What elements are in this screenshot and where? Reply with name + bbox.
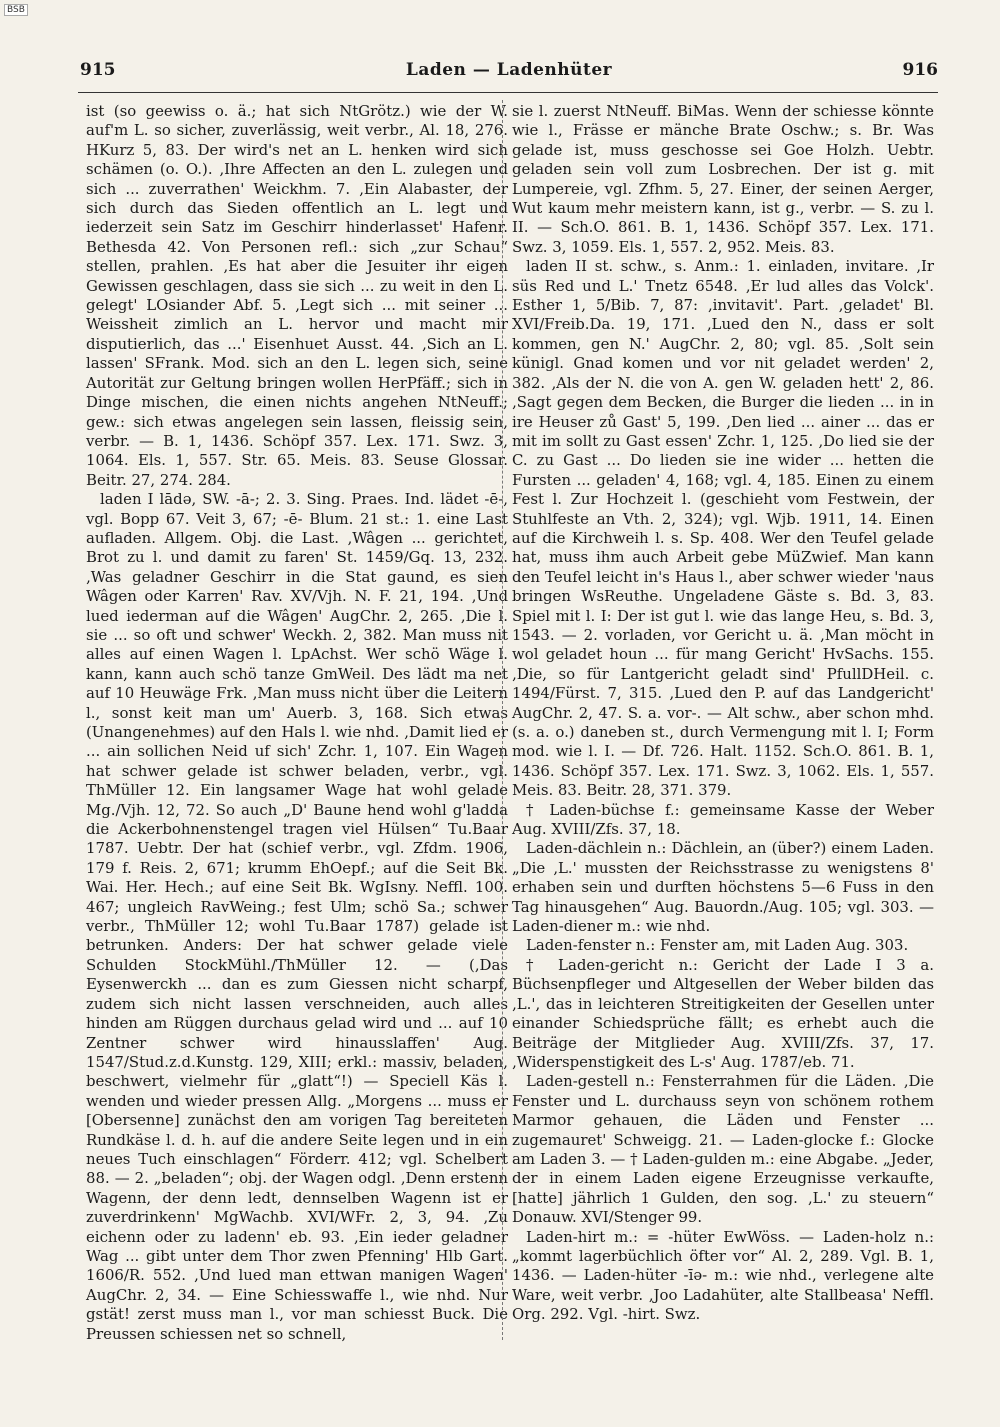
right-column — [512, 102, 934, 1325]
entry-laden-ii: laden II st. schw., s. Anm.: 1. einladen, invitare. ‚Ir süs Red und L.' Tnetz 6548. ‚Er lud alles das Volck'. Esther 1, 5/Bib. 7, 87: ‚invitavit'. Part. ‚geladet' Bl. XVI/Freib.Da. 19, 171. ‚Lued den N., dass er solt kommen, gen N.' AugChr. 2, 80; vgl. 85. ‚Solt sein künigl. Gnad komen und vor nit geladet werden' 2, 382. ‚Als der N. die von A. gen W. geladen hett' 2, 86. ‚Sagt gegen dem Becken, die Burger die lieden ... in in ire Heuser zů Gast' 5, 199. ‚Den lied ... ainer ... das er mit im sollt zu Gast essen' Zchr. 1, 125. ‚Do lied sie der C. zu Gast ... Do lieden sie ine wider ... hetten die Fursten ... geladen' 4, 168; vgl. 4, 185. Einen zu einem Fest l. Zur Hochzeit l. (geschieht vom Festwein, der Stuhlfeste an Vth. 2, 324); vgl. Wjb. 1911, 14. Einen auf die Kirchweih l. s. Sp. 408. Wer den Teufel gelade hat, muss ihm auch Arbeit gebe MüZwief. Man kann den Teufel leicht in's Haus l., aber schwer wieder 'naus bringen WsReuthe. Ungeladene Gäste s. Bd. 3, 83. Spiel mit l. I: Der ist gut l. wie das lange Heu, s. Bd. 3, 1543. — 2. vorladen, vor Gericht u. ä. ‚Man möcht in wol geladet houn ... für mang Gericht' HvSachs. 155. ‚Die, so für Lantgericht geladt sind' PfullDHeil. c. 1494/Fürst. 7, 315. ‚Lued den P. auf das Landgericht' AugChr. 2, 47. S. a. vor-. — Alt schw., aber schon mhd. (s. a. o.) daneben st., durch Vermengung mit l. I; Form mod. wie l. I. — Df. 726. Halt. 1152. Sch.O. 861. B. 1, 1436. Schöpf 357. Lex. 171. Swz. 3, 1062. Els. 1, 557. Meis. 83. Beitr. 28, 371. 379. — [512, 257, 934, 800]
entry-ladenfenster: Laden-fenster n.: Fenster am, mit Laden Aug. 303. — [526, 936, 909, 955]
paragraph-right-1: sie l. zuerst NtNeuff. BiMas. Wenn der schiesse könnte wie l., Frässe er mänche Brate Oschw.; s. Br. Was gelade ist, muss geschosse sei Goe Holzh. Uebtr. geladen sein voll zum Losbrechen. Der ist g. mit Lumpereie, vgl. Zfhm. 5, 27. Einer, der seinen Aerger, Wut kaum mehr meistern kann, ist g., verbr. — S. zu l. II. — Sch.O. 861. B. 1, 1436. Schöpf 357. Lex. 171. Swz. 3, 1059. Els. 1, 557. 2, 952. Meis. 83. — [512, 102, 934, 256]
entry-ladenhirt: Laden-hirt m.: = -hüter EwWöss. — Laden-holz n.: „kommt lagerbüchlich öfter vor“ Al. 2, 289. Vgl. B. 1, 1436. — Laden-hüter -īə- m.: wie nhd., verlegene alte Ware, weit verbr. ‚Joo Ladahüter, alte Stallbeasa' Neffl. Org. 292. Vgl. -hirt. Swz. — [512, 1227, 934, 1324]
entry-ladengericht: † Laden-gericht n.: Gericht der Lade I 3 a. Büchsenpfleger und Altgesellen der Weber bilden das ‚L.', das in leichteren Streitigkeiten der Gesellen unter einander Schiedsprüche fällt; es erhebt auch die Beiträge der Mitglieder Aug. XVIII/Zfs. 37, 17. ‚Widerspenstigkeit des L-s' Aug. 1787/eb. 71. — [512, 955, 934, 1071]
running-title: Laden — Ladenhüter — [405, 60, 613, 80]
page-number-right: 916 — [902, 60, 938, 80]
page-header — [80, 58, 938, 88]
left-column — [86, 102, 508, 1344]
entry-laden-i: laden I lādə, SW. -ā-; 2. 3. Sing. Praes. Ind. lädet -ē-, vgl. Bopp 67. Veit 3, 67; -ē- Blum. 21 st.: 1. eine Last aufladen. Allgem. Obj. die Last. ‚Wâgen ... gerichtet, Brot zu l. und damit zu faren' St. 1459/Gq. 13, 232. ‚Was geladner Geschirr in die Stat gaund, es sien Wâgen oder Karren' Rav. XV/Vjh. N. F. 21, 194. ‚Und lued iederman auf die Wâgen' AugChr. 2, 265. ‚Die l. sie ... so oft und schwer' Weckh. 2, 382. Man muss nit alles auf einen Wagen l. LpAchst. Wer schö Wäge l. kann, kann auch schö tanze GmWeil. Des lädt ma net auf 10 Heuwäge Frk. ‚Man muss nicht über die Leitern l., sonst keit man um' Auerb. 3, 168. Sich etwas (Unangenehmes) auf den Hals l. wie nhd. ‚Damit lied er ... ain sollichen Neid uf sich' Zchr. 1, 107. Ein Wagen hat schwer gelade ist schwer beladen, verbr., vgl. ThMüller 12. Ein langsamer Wage hat wohl gelade Mg./Vjh. 12, 72. So auch „D' Baune hend wohl g'ladda die Ackerbohnenstengel tragen viel Hülsen“ Tu.Baar 1787. Uebtr. Der hat (schief verbr., vgl. Zfdm. 1906, 179 f. Reis. 2, 671; krumm EhOepf.; auf die Seit Bk. Wai. Her. Hech.; auf eine Seit Bk. WgIsny. Neffl. 100. 467; ungleich RavWeing.; fest Ulm; schö Sa.; schwer verbr., ThMüller 12; wohl Tu.Baar 1787) gelade ist betrunken. Anders: Der hat schwer gelade viele Schulden StockMühl./ThMüller 12. — (‚Das Eysenwerckh ... dan es zum Giessen nicht scharpf, zudem sich nicht lassen verschneiden, auch alles hinden am Rüggen durchaus gelad wird und ... auf 10 Zentner schwer wird hinausslaffen' Aug. 1547/Stud.z.d.Kunstg. 129, XIII; erkl.: massiv, beladen, beschwert, vielmehr für „glatt“!) — Speciell Käs l. wenden und wieder pressen Allg. „Morgens ... muss er [Obersenne] zunächst den am vorigen Tag bereiteten Rundkäse l. d. h. auf die andere Seite legen und in ein neues Tuch einschlagen“ Förderr. 412; vgl. Schelbert 88. — 2. „beladen“; obj. der Wagen odgl. ‚Denn erstenn Wagenn, der denn ledt, dennselben Wagenn ist er zuverdrinkenn' MgWachb. XVI/WFr. 2, 3, 94. ‚Zu eichenn oder zu ladenn' eb. 93. ‚Ein ieder geladner Wag ... gibt unter dem Thor zwen Pfenning' Hlb Gart. 1606/R. 552. ‚Und lued man ettwan manigen Wagen' AugChr. 2, 34. — Eine Schiesswaffe l., wie nhd. Nur gstät! zerst muss man l., vor man schiesst Buck. Die Preussen schiessen net so schnell, — [86, 490, 508, 1343]
page-number-left: 915 — [80, 60, 116, 80]
column-divider — [502, 100, 503, 1340]
entry-ladendaechlein: Laden-dächlein n.: Dächlein, an (über?) einem Laden. „Die ‚L.' mussten der Reichsstrasse zu wenigstens 8' erhaben sein und durften höchstens 5—6 Fuss in den Tag hinausgehen“ Aug. Bauordn./Aug. 105; vgl. 303. — Laden-diener m.: wie nhd. — [512, 839, 934, 936]
entry-ladenbuechse: † Laden-büchse f.: gemeinsame Kasse der Weber Aug. XVIII/Zfs. 37, 18. — [512, 800, 934, 839]
paragraph-left-1: ist (so geewiss o. ä.; hat sich NtGrötz.) wie der W. auf'm L. so sicher, zuverlässig, weit verbr., Al. 18, 276. HKurz 5, 83. Der wird's net an L. henken wird sich schämen (o. O.). ‚Ihre Affecten an den L. zulegen und sich ... zuverrathen' Weickhm. 7. ‚Ein Alabaster, der sich durch das Sieden offentlich an L. legt und iederzeit sein Satz im Geschirr hinderlasset' Hafenr. Bethesda 42. Von Personen refl.: sich „zur Schau“ stellen, prahlen. ‚Es hat aber die Jesuiter ihr eigen Gewissen geschlagen, dass sie sich ... zu weit in den L. gelegt' LOsiander Abf. 5. ‚Legt sich ... mit seiner ... Weissheit zimlich an L. hervor und macht mir disputierlich, das ...' Eisenhuet Ausst. 44. ‚Sich an L. lassen' SFrank. Mod. sich an den L. legen sich, seine Autorität zur Geltung bringen wollen HerPfäff.; sich in Dinge mischen, die einen nichts angehen NtNeuff.; gew.: sich etwas angelegen sein lassen, fleissig sein, verbr. — B. 1, 1436. Schöpf 357. Lex. 171. Swz. 3, 1064. Els. 1, 557. Str. 65. Meis. 83. Seuse Glossar. Beitr. 27, 274. 284. — [86, 102, 508, 489]
entry-ladengestell: Laden-gestell n.: Fensterrahmen für die Läden. ‚Die Fenster und L. durchauss seyn von schönem rothem Marmor gehauen, die Läden und Fenster ... zugemauret' Schweigg. 21. — Laden-glocke f.: Glocke am Laden 3. — † Laden-gulden m.: eine Abgabe. „Jeder, der in einem Laden eigene Erzeugnisse verkaufte, [hatte] jährlich 1 Gulden, den sog. ‚L.' zu steuern“ Donauw. XVI/Stenger 99. — [512, 1072, 934, 1227]
library-stamp: BSB — [4, 4, 28, 16]
header-rule — [78, 92, 938, 93]
